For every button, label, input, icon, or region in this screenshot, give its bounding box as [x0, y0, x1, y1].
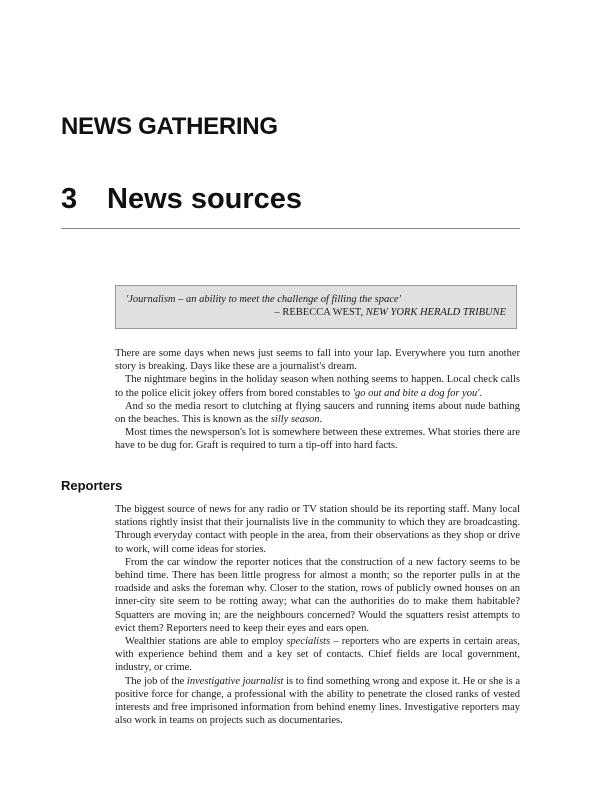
- epigraph-text: 'Journalism – an ability to meet the challenge of filling the space': [126, 294, 401, 305]
- epigraph-attribution: [126, 306, 506, 319]
- paragraph: The nightmare begins in the holiday season when nothing seems to happen. Local check calls to the police elicit jokey offers from bored constables to 'go out and bite a dog for you'.: [115, 374, 520, 399]
- paragraph: From the car window the reporter notices that the construction of a new factory seems to be behind time. There has been little progress for almost a month; so the reporter pulls in at the roadside and asks the foreman why. Closer to the station, rows of publicly owned houses on an inner-city site seem to be rotting away; what can the authorities do to make them habitable? Squatters are moving in; are the neighbours concerned? Would the squatters resist attempts to evict them? Reporters need to keep their eyes and ears open.: [115, 556, 520, 634]
- section-heading: Reporters: [61, 478, 123, 493]
- paragraph: Wealthier stations are able to employ specialists – reporters who are experts in certain areas, with experience behind them and a key set of contacts. Chief fields are local government, industry, or crime.: [115, 636, 520, 674]
- chapter-number: 3: [61, 183, 78, 215]
- intro-text: [115, 347, 520, 453]
- epigraph-author: – REBECCA WEST,: [274, 307, 364, 318]
- paragraph: Most times the newsperson's lot is somewhere between these extremes. What stories there are have to be dug for. Graft is required to turn a tip-off into hard facts.: [115, 427, 520, 452]
- chapter-title: News sources: [107, 183, 303, 215]
- part-title: NEWS GATHERING: [61, 113, 278, 140]
- paragraph: There are some days when news just seems to fall into your lap. Everywhere you turn another story is breaking. Days like these are a journalist's dream.: [115, 348, 520, 373]
- epigraph-source: NEW YORK HERALD TRIBUNE: [365, 307, 506, 318]
- chapter-rule: [61, 228, 520, 229]
- epigraph-box: [115, 285, 517, 329]
- chapter-heading: [61, 183, 520, 216]
- paragraph: The job of the investigative journalist is to find something wrong and expose it. He or she is a positive force for change, a professional with the ability to penetrate the closed ranks of vested interests and free imprisoned information from behind enemy lines. Investigative reporters may also work in teams on projects such as documentaries.: [115, 675, 521, 727]
- paragraph: And so the media resort to clutching at flying saucers and running items about nude bathing on the beaches. This is known as the silly season.: [115, 400, 520, 426]
- reporters-text: [115, 503, 520, 727]
- paragraph: The biggest source of news for any radio or TV station should be its reporting staff. Many local stations rightly insist that their journalists live in the community to which they are broadcasting. Through everyday contact with people in the area, from their observations as they shop or drive to work, will come ideas for stories.: [115, 504, 520, 555]
